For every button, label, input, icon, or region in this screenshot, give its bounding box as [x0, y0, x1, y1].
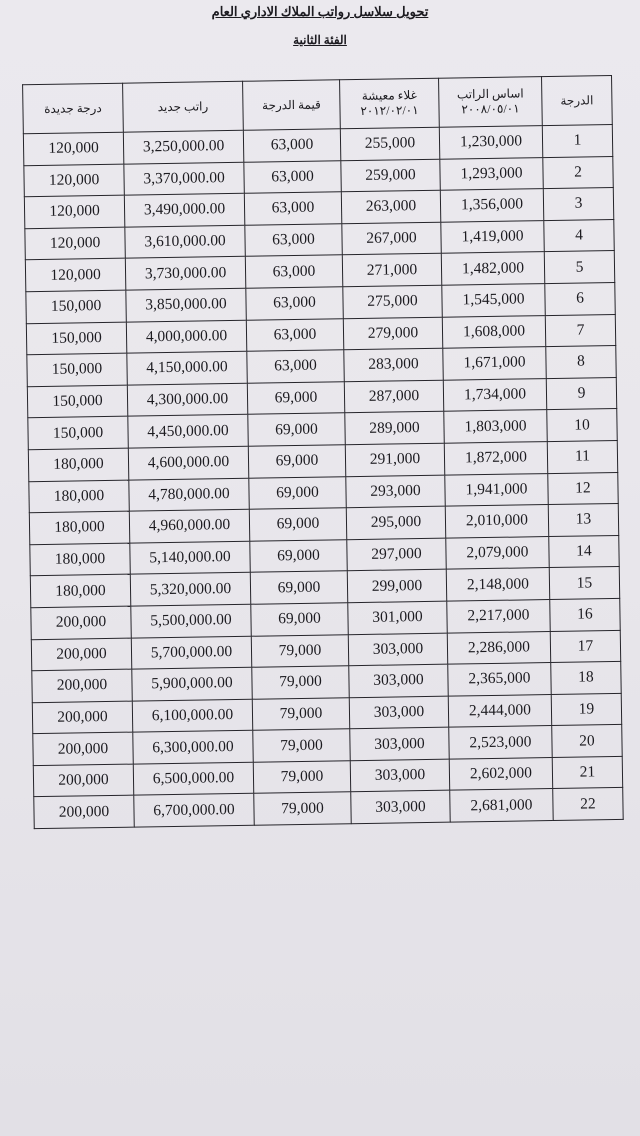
cell-base-salary: 1,803,000: [444, 410, 547, 443]
cell-grade-value: 63,000: [244, 192, 341, 225]
cell-base-salary: 2,365,000: [448, 663, 551, 696]
header-new-grade: [23, 83, 124, 134]
cell-new-salary: 3,610,000.00: [125, 225, 245, 258]
cell-cost-of-living: 293,000: [346, 475, 445, 508]
cell-grade: 10: [547, 409, 617, 442]
cell-new-grade: 200,000: [33, 764, 133, 797]
cell-new-grade: 150,000: [27, 353, 127, 386]
cell-grade-value: 79,000: [254, 792, 351, 825]
cell-grade: 7: [545, 314, 615, 347]
cell-grade: 15: [549, 567, 619, 600]
salary-table: [22, 75, 624, 829]
cell-grade-value: 63,000: [246, 287, 343, 320]
cell-new-grade: 120,000: [24, 164, 124, 197]
header-new-salary: [123, 81, 244, 132]
cell-grade: 13: [548, 504, 618, 537]
cell-new-grade: 200,000: [34, 796, 134, 829]
cell-grade: 19: [551, 693, 621, 726]
header-grade-value: [243, 80, 341, 131]
cell-grade-value: 79,000: [252, 697, 349, 730]
cell-new-salary: 4,960,000.00: [129, 509, 249, 542]
cell-new-salary: 4,300,000.00: [127, 383, 247, 416]
document-subtitle: الفئة الثانية: [293, 33, 347, 47]
cell-grade: 5: [544, 251, 614, 284]
cell-new-grade: 180,000: [29, 480, 129, 513]
cell-cost-of-living: 303,000: [349, 664, 448, 697]
cell-new-grade: 200,000: [32, 669, 132, 702]
cell-grade: 2: [543, 156, 613, 189]
header-cost-of-living-date: ٢٠١٢/٠٢/٠١: [360, 103, 419, 118]
header-base-salary-label: اساس الراتب: [456, 86, 524, 102]
cell-base-salary: 1,419,000: [441, 220, 544, 253]
cell-grade-value: 69,000: [249, 508, 346, 541]
cell-cost-of-living: 303,000: [348, 633, 447, 666]
cell-grade-value: 79,000: [253, 761, 350, 794]
cell-base-salary: 1,230,000: [439, 126, 542, 159]
cell-cost-of-living: 295,000: [346, 506, 445, 539]
cell-cost-of-living: 303,000: [350, 759, 449, 792]
cell-cost-of-living: 267,000: [342, 222, 441, 255]
header-new-grade-label: درجة جديدة: [44, 100, 102, 116]
cell-new-grade: 180,000: [28, 448, 128, 481]
cell-new-grade: 120,000: [25, 259, 125, 292]
cell-cost-of-living: 299,000: [347, 569, 446, 602]
cell-new-grade: 180,000: [29, 511, 129, 544]
cell-new-salary: 3,850,000.00: [126, 288, 246, 321]
cell-new-salary: 4,150,000.00: [127, 351, 247, 384]
cell-new-grade: 150,000: [28, 416, 128, 449]
cell-grade: 20: [552, 725, 622, 758]
cell-grade: 4: [544, 219, 614, 252]
cell-grade-value: 63,000: [247, 350, 344, 383]
cell-base-salary: 1,734,000: [443, 378, 546, 411]
cell-new-grade: 180,000: [30, 543, 130, 576]
cell-grade: 6: [545, 282, 615, 315]
cell-base-salary: 1,293,000: [440, 157, 543, 190]
cell-grade: 9: [546, 377, 616, 410]
cell-cost-of-living: 303,000: [350, 727, 449, 760]
cell-new-salary: 5,140,000.00: [130, 541, 250, 574]
cell-new-salary: 6,300,000.00: [133, 731, 253, 764]
cell-base-salary: 2,681,000: [450, 789, 553, 822]
cell-new-salary: 3,370,000.00: [124, 162, 244, 195]
cell-grade-value: 69,000: [250, 539, 347, 572]
cell-grade-value: 69,000: [247, 381, 344, 414]
cell-base-salary: 1,482,000: [441, 252, 544, 285]
cell-new-salary: 4,450,000.00: [128, 415, 248, 448]
cell-new-salary: 3,490,000.00: [124, 193, 244, 226]
cell-new-salary: 5,500,000.00: [131, 604, 251, 637]
cell-grade-value: 69,000: [251, 603, 348, 636]
cell-new-grade: 150,000: [26, 322, 126, 355]
cell-new-salary: 6,700,000.00: [134, 794, 254, 827]
cell-cost-of-living: 289,000: [345, 412, 444, 445]
cell-grade-value: 69,000: [250, 571, 347, 604]
cell-grade-value: 63,000: [244, 160, 341, 193]
cell-base-salary: 1,356,000: [440, 189, 543, 222]
cell-new-grade: 200,000: [31, 606, 131, 639]
cell-base-salary: 2,602,000: [449, 757, 552, 790]
cell-cost-of-living: 279,000: [343, 317, 442, 350]
table-body: [23, 125, 623, 829]
cell-base-salary: 2,148,000: [446, 568, 549, 601]
header-base-salary: [439, 77, 543, 128]
cell-grade-value: 69,000: [248, 413, 345, 446]
cell-base-salary: 2,444,000: [448, 694, 551, 727]
cell-new-grade: 200,000: [33, 732, 133, 765]
cell-new-salary: 4,000,000.00: [126, 320, 246, 353]
cell-cost-of-living: 259,000: [341, 159, 440, 192]
cell-grade: 1: [542, 125, 612, 158]
cell-base-salary: 2,523,000: [449, 726, 552, 759]
cell-grade: 21: [552, 756, 622, 789]
header-grade: [542, 76, 613, 126]
cell-new-grade: 120,000: [23, 132, 123, 165]
cell-base-salary: 2,010,000: [445, 505, 548, 538]
cell-base-salary: 2,217,000: [447, 599, 550, 632]
header-grade-label: الدرجة: [560, 92, 594, 108]
cell-cost-of-living: 303,000: [351, 791, 450, 824]
cell-new-grade: 150,000: [27, 385, 127, 418]
cell-new-salary: 3,730,000.00: [125, 257, 245, 290]
cell-new-salary: 4,600,000.00: [128, 446, 248, 479]
cell-grade-value: 63,000: [245, 224, 342, 257]
cell-new-grade: 120,000: [24, 195, 124, 228]
cell-cost-of-living: 303,000: [349, 696, 448, 729]
header-grade-value-label: قيمة الدرجة: [261, 97, 321, 112]
cell-grade: 11: [547, 440, 617, 473]
cell-cost-of-living: 291,000: [345, 443, 444, 476]
cell-grade-value: 63,000: [246, 318, 343, 351]
cell-new-salary: 3,250,000.00: [123, 130, 243, 163]
cell-new-salary: 5,320,000.00: [130, 573, 250, 606]
cell-grade: 8: [546, 346, 616, 379]
cell-base-salary: 1,941,000: [445, 473, 548, 506]
header-cost-of-living-label: غلاء معيشة: [361, 88, 417, 103]
cell-grade: 12: [548, 472, 618, 505]
document-title: تحويل سلاسل رواتب الملاك الاداري العام: [211, 4, 429, 19]
cell-new-grade: 200,000: [31, 638, 131, 671]
cell-new-salary: 4,780,000.00: [129, 478, 249, 511]
cell-new-salary: 5,700,000.00: [131, 636, 251, 669]
cell-cost-of-living: 271,000: [342, 254, 441, 287]
cell-grade: 22: [553, 788, 623, 821]
cell-grade: 14: [549, 535, 619, 568]
header-cost-of-living: [340, 78, 440, 129]
cell-base-salary: 1,545,000: [442, 284, 545, 317]
cell-grade-value: 69,000: [248, 445, 345, 478]
cell-grade: 18: [551, 662, 621, 695]
cell-grade: 17: [550, 630, 620, 663]
cell-base-salary: 1,608,000: [442, 315, 545, 348]
cell-base-salary: 2,079,000: [446, 536, 549, 569]
cell-grade-value: 69,000: [249, 476, 346, 509]
header-new-salary-label: راتب جديد: [157, 98, 209, 114]
cell-base-salary: 1,872,000: [444, 441, 547, 474]
cell-grade-value: 79,000: [253, 729, 350, 762]
cell-base-salary: 1,671,000: [443, 347, 546, 380]
cell-grade: 16: [550, 598, 620, 631]
cell-grade-value: 79,000: [251, 634, 348, 667]
cell-cost-of-living: 301,000: [348, 601, 447, 634]
cell-base-salary: 2,286,000: [447, 631, 550, 664]
cell-new-salary: 5,900,000.00: [132, 667, 252, 700]
cell-cost-of-living: 297,000: [347, 538, 446, 571]
cell-cost-of-living: 263,000: [341, 190, 440, 223]
cell-grade-value: 79,000: [252, 666, 349, 699]
cell-new-grade: 120,000: [25, 227, 125, 260]
cell-cost-of-living: 255,000: [340, 127, 439, 160]
cell-grade-value: 63,000: [245, 255, 342, 288]
header-base-salary-date: ٢٠٠٨/٠٥/٠١: [461, 101, 520, 117]
cell-grade-value: 63,000: [243, 129, 340, 162]
cell-new-grade: 200,000: [32, 701, 132, 734]
cell-new-salary: 6,100,000.00: [132, 699, 252, 732]
cell-new-grade: 180,000: [30, 574, 130, 607]
cell-cost-of-living: 287,000: [344, 380, 443, 413]
cell-grade: 3: [543, 188, 613, 221]
cell-cost-of-living: 275,000: [343, 285, 442, 318]
cell-cost-of-living: 283,000: [344, 348, 443, 381]
cell-new-salary: 6,500,000.00: [133, 762, 253, 795]
cell-new-grade: 150,000: [26, 290, 126, 323]
